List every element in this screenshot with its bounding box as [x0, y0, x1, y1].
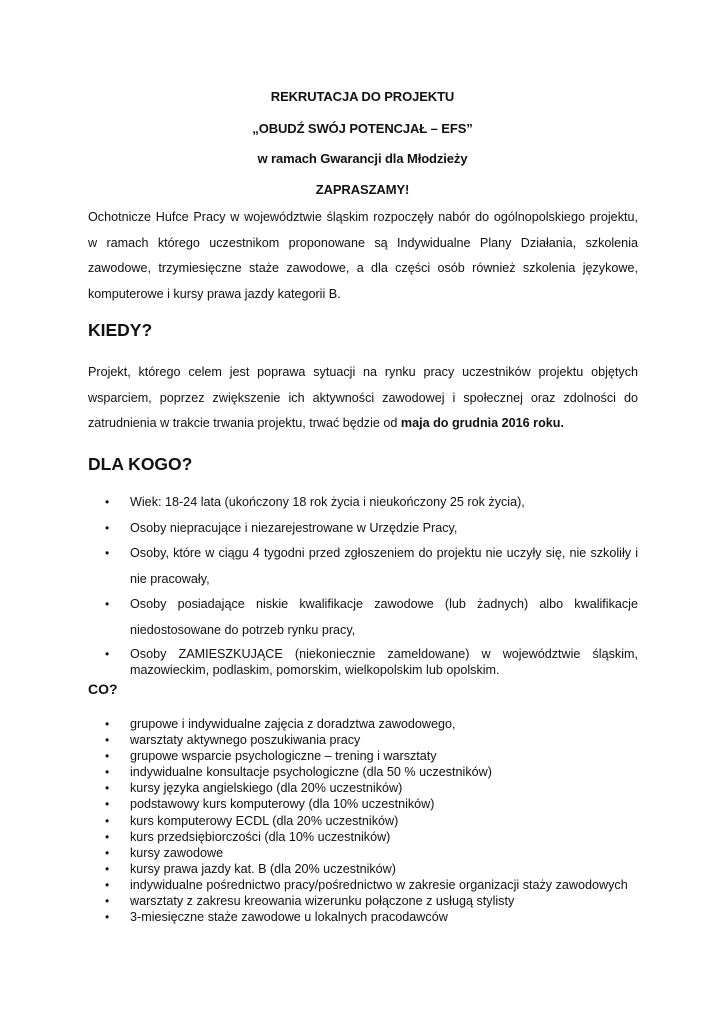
- bullet-icon: •: [105, 647, 110, 661]
- bullet-icon: •: [105, 597, 110, 611]
- list-item: • Wiek: 18-24 lata (ukończony 18 rok życia i nieukończony 25 rok życia),: [88, 490, 638, 516]
- bullet-icon: •: [105, 813, 110, 828]
- list-item: • warsztaty aktywnego poszukiwania pracy: [105, 733, 361, 748]
- bullet-icon: •: [105, 733, 110, 748]
- bullet-icon: •: [105, 520, 110, 535]
- list-item: • kursy zawodowe: [105, 845, 224, 860]
- title-program: w ramach Gwarancji dla Młodzieży: [257, 151, 468, 166]
- kiedy-dates: maja do grudnia 2016 roku.: [400, 416, 564, 430]
- kiedy-paragraph: [88, 360, 638, 437]
- heading-dla-kogo: DLA KOGO?: [88, 454, 193, 474]
- list-item: • Osoby posiadające niskie kwalifikacje zawodowe (lub żadnych) albo kwalifikacje niedostosowane do potrzeb rynku pracy,: [88, 592, 638, 643]
- bullet-icon: •: [105, 749, 110, 764]
- co-list: [88, 716, 638, 925]
- bullet-icon: •: [105, 894, 110, 909]
- list-item: • kursy prawa jazdy kat. B (dla 20% uczestników): [105, 861, 396, 876]
- bullet-icon: •: [105, 495, 110, 509]
- bullet-icon: •: [105, 910, 110, 925]
- list-item: • Osoby, które w ciągu 4 tygodni przed zgłoszeniem do projektu nie uczyły się, nie szkoliły i nie pracowały,: [88, 541, 638, 592]
- title-invitation: ZAPRASZAMY!: [315, 182, 410, 197]
- title-recruitment: REKRUTACJA DO PROJEKTU: [270, 89, 455, 104]
- bullet-icon: •: [105, 861, 110, 876]
- bullet-icon: •: [105, 845, 110, 860]
- dla-kogo-list-last: [88, 646, 638, 678]
- list-item: • grupowe wsparcie psychologiczne – trening i warsztaty: [105, 749, 437, 764]
- list-item: • kursy języka angielskiego (dla 20% uczestników): [105, 781, 403, 796]
- list-item: • indywidualne pośrednictwo pracy/pośrednictwo w zakresie organizacji staży zawodowych: [105, 877, 628, 892]
- intro-paragraph: Ochotnicze Hufce Pracy w województwie śląskim rozpoczęły nabór do ogólnopolskiego projektu, w ramach którego uczestnikom proponowane są Indywidualne Plany Działania, szkolenia zawodowe, trzymiesięczne staże zawodowe, a dla części osób również szkolenia językowe, komputerowe i kursy prawa jazdy kategorii B.: [88, 210, 638, 301]
- list-item: • kurs przedsiębiorczości (dla 10% uczestników): [105, 829, 391, 844]
- list-item: • podstawowy kurs komputerowy (dla 10% uczestników): [105, 797, 435, 812]
- bullet-icon: •: [105, 546, 110, 560]
- list-item: • Osoby ZAMIESZKUJĄCE (niekoniecznie zameldowane) w województwie śląskim, mazowieckim, podlaskim, pomorskim, wielkopolskim lub opolskim.: [105, 647, 638, 677]
- bullet-icon: •: [105, 717, 110, 731]
- list-item: • grupowe i indywidualne zajęcia z doradztwa zawodowego,: [105, 717, 456, 731]
- bullet-icon: •: [105, 877, 110, 892]
- heading-kiedy: KIEDY?: [88, 320, 153, 340]
- bullet-icon: •: [105, 829, 110, 844]
- bullet-icon: •: [105, 765, 110, 780]
- list-item: • kurs komputerowy ECDL (dla 20% uczestników): [105, 813, 399, 828]
- title-project-name: „OBUDŹ SWÓJ POTENCJAŁ – EFS”: [252, 121, 473, 136]
- list-item: • Osoby niepracujące i niezarejestrowane w Urzędzie Pracy,: [88, 516, 638, 542]
- dla-kogo-list: [88, 490, 638, 643]
- list-item: • indywidualne konsultacje psychologiczne (dla 50 % uczestników): [105, 765, 492, 780]
- kiedy-text: Projekt, którego celem jest poprawa sytuacji na rynku pracy uczestników projektu objętych wsparciem, poprzez zwiększenie ich aktywności zawodowej i społecznej oraz zdolności do zatrudnienia w trakcie trwania projektu, trwać będzie od: [88, 365, 638, 430]
- heading-co: CO?: [88, 681, 118, 697]
- list-item: • 3-miesięczne staże zawodowe u lokalnych pracodawców: [105, 910, 448, 925]
- bullet-icon: •: [105, 797, 110, 812]
- bullet-icon: •: [105, 781, 110, 796]
- list-item: • warsztaty z zakresu kreowania wizerunku połączone z usługą stylisty: [105, 894, 515, 909]
